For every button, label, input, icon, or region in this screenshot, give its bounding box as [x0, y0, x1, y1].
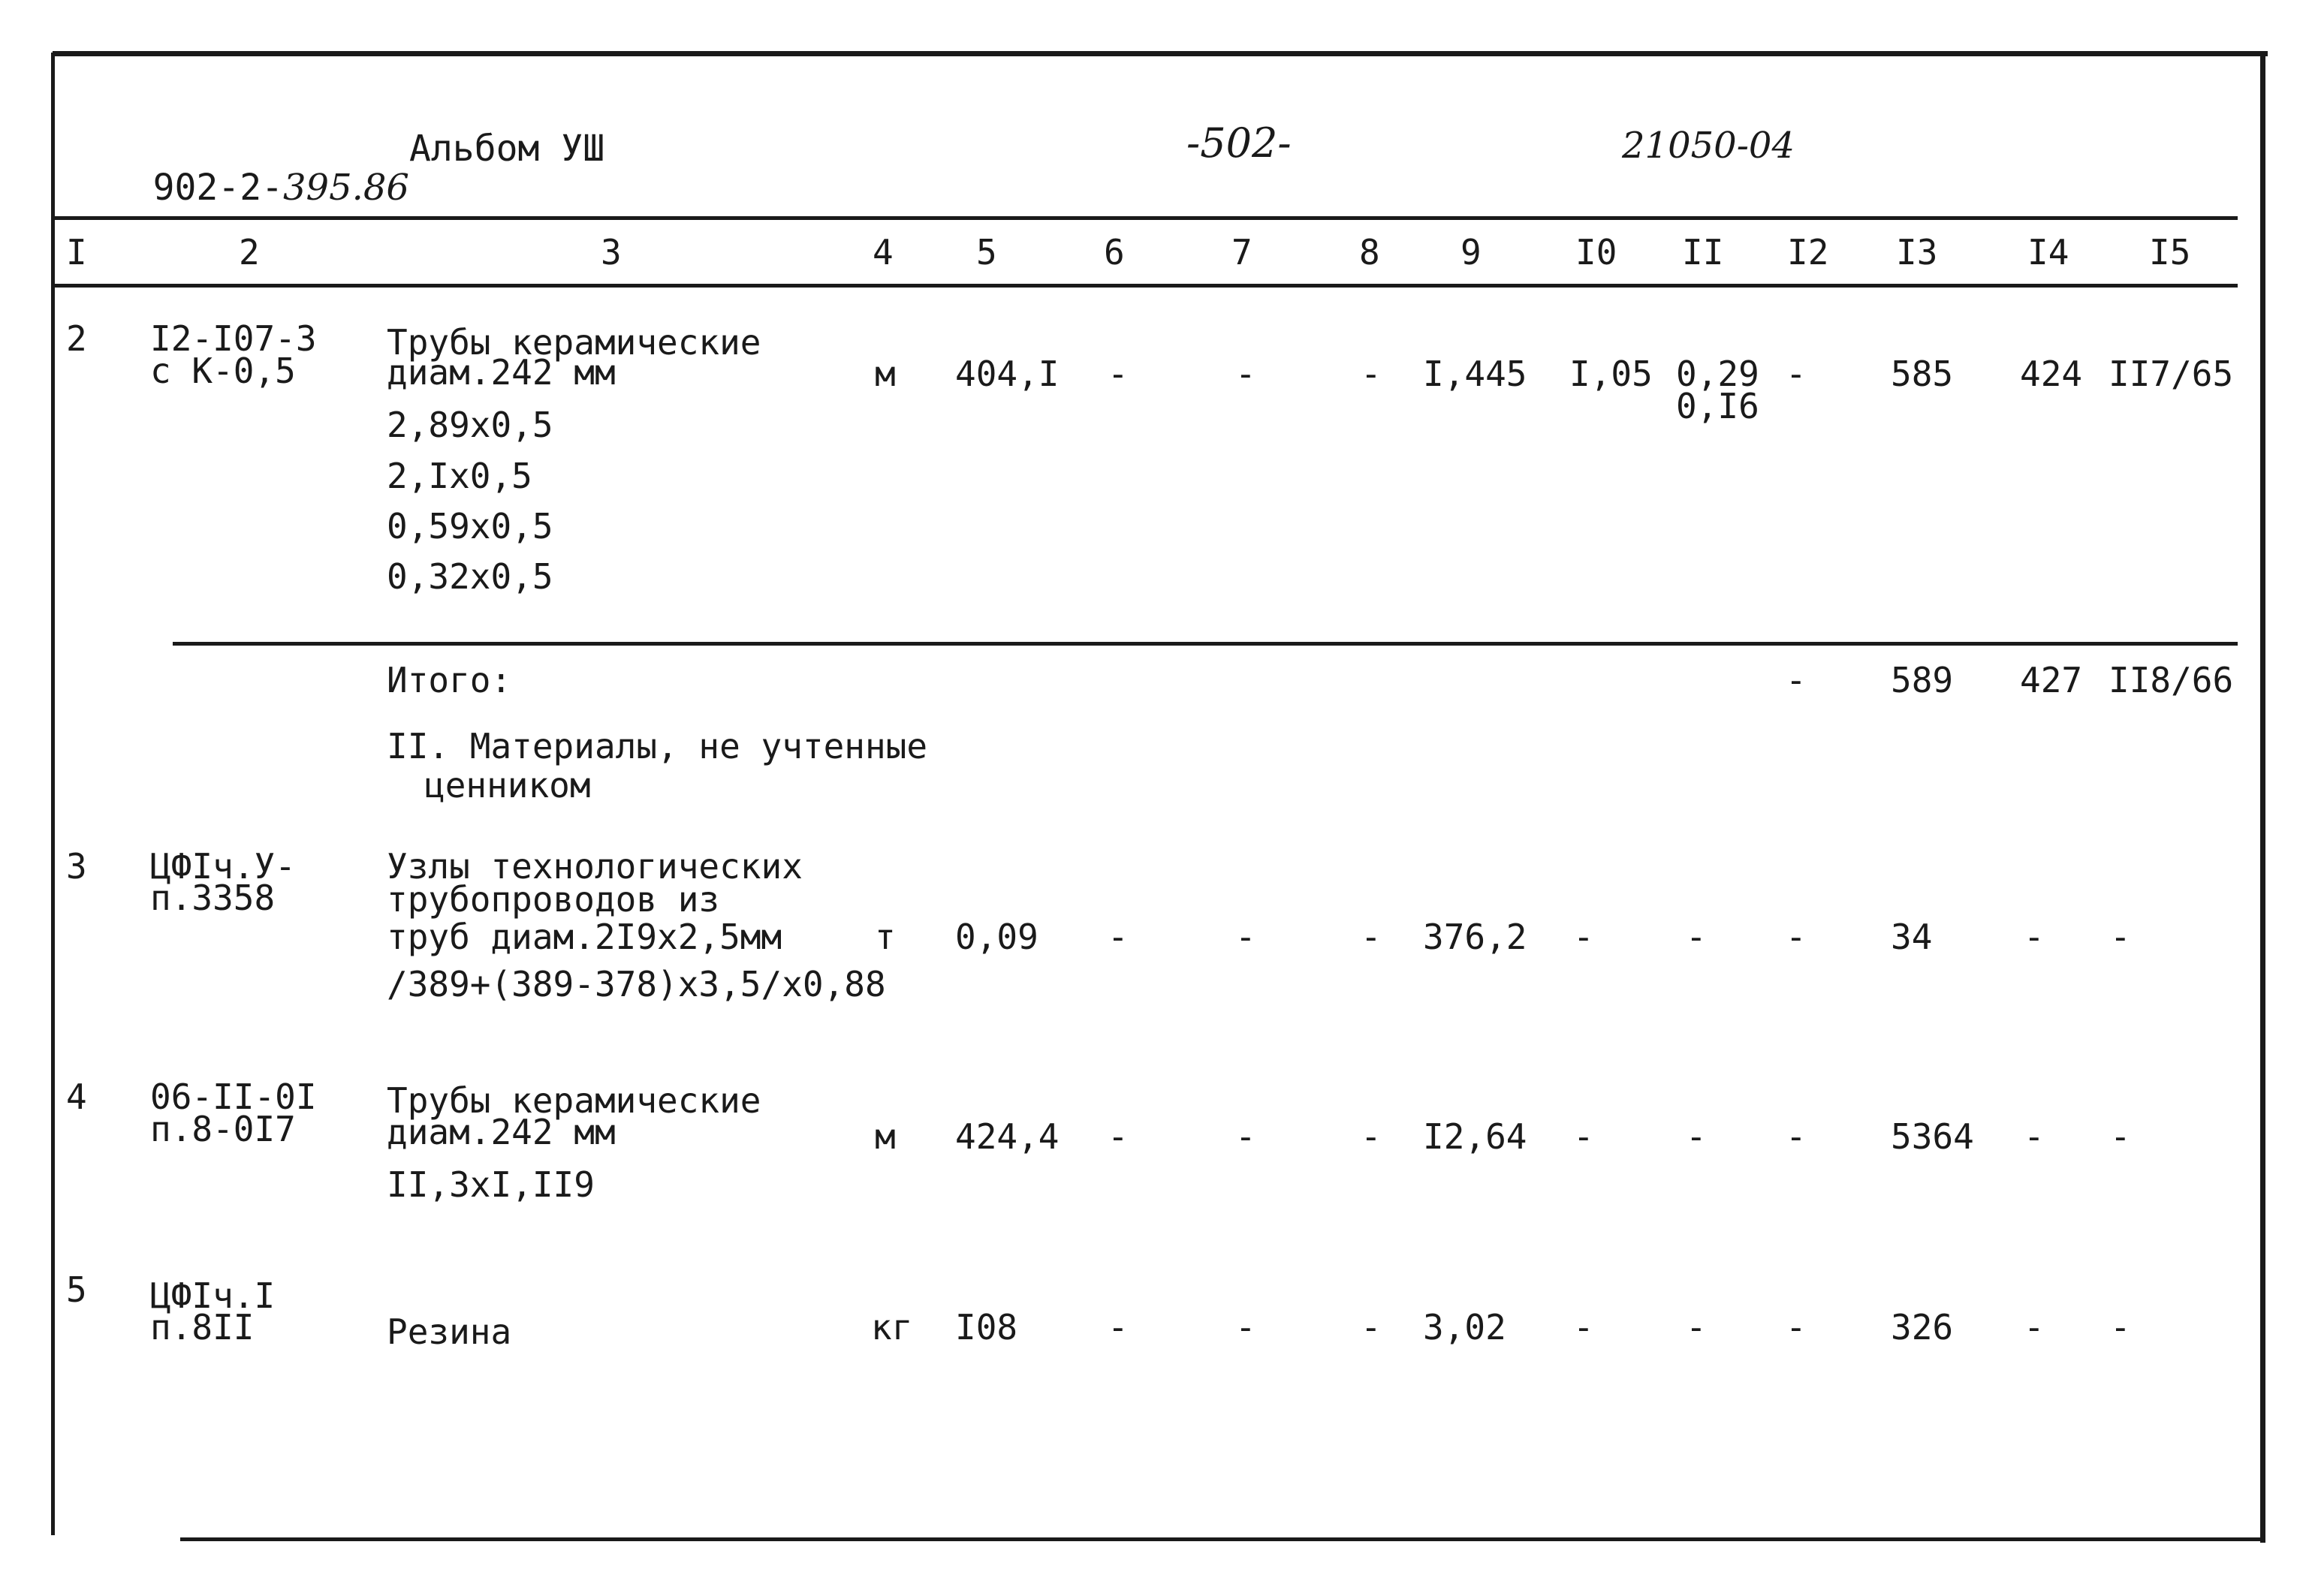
- cell-13: 5364: [1891, 1116, 1974, 1157]
- cell-13: 585: [1891, 354, 1954, 394]
- column-number: I4: [2027, 232, 2069, 273]
- cell-11: 0,29: [1676, 354, 1759, 394]
- cell-8: -: [1361, 1116, 1382, 1157]
- cell-15: -: [2110, 1116, 2131, 1157]
- column-number: I0: [1575, 232, 1617, 273]
- cell-8: -: [1361, 354, 1382, 394]
- cell-9: I2,64: [1423, 1116, 1527, 1157]
- cell-5: 404,I: [955, 354, 1060, 394]
- cell-9: 376,2: [1423, 917, 1527, 957]
- row-number: 5: [66, 1269, 87, 1310]
- row-name: Трубы керамические: [387, 322, 761, 363]
- frame-top: [53, 51, 2268, 56]
- row-note: II,3хI,II9: [387, 1164, 595, 1205]
- column-number: I: [66, 232, 87, 273]
- doc-code: 902-2-395.86: [152, 167, 409, 209]
- cell-12: -: [1786, 917, 1807, 957]
- row-name: труб диам.2I9х2,5мм: [387, 917, 782, 957]
- total-label: Итого:: [387, 660, 512, 700]
- cell-5: I08: [955, 1307, 1018, 1348]
- cell-10: -: [1573, 1307, 1594, 1348]
- cell-10: -: [1573, 1116, 1594, 1157]
- column-number: 8: [1359, 232, 1380, 273]
- cell-11b: 0,I6: [1676, 386, 1759, 426]
- row-note: 2,89х0,5: [387, 405, 553, 445]
- row-note: 0,32х0,5: [387, 556, 553, 597]
- frame-bottom: [180, 1537, 2265, 1541]
- cell-14: -: [2024, 1116, 2045, 1157]
- row-code: I2-I07-3: [150, 318, 317, 359]
- cell-12: -: [1786, 354, 1807, 394]
- section-line: II. Материалы, не учтенные: [387, 726, 928, 766]
- cell-8: -: [1361, 1307, 1382, 1348]
- cell-6: -: [1108, 1307, 1129, 1348]
- frame-left: [51, 53, 55, 1535]
- cell-6: -: [1108, 354, 1129, 394]
- row-number: 4: [66, 1077, 87, 1117]
- row-code: 06-II-0I: [150, 1077, 317, 1117]
- cell-5: 0,09: [955, 917, 1038, 957]
- cell-15: II8/66: [2109, 660, 2234, 700]
- cell-5: 424,4: [955, 1116, 1060, 1157]
- column-number: 6: [1104, 232, 1125, 273]
- row-code: п.8-0I7: [150, 1109, 296, 1149]
- column-number: 5: [976, 232, 997, 273]
- cell-14: -: [2024, 1307, 2045, 1348]
- cell-10: I,05: [1569, 354, 1653, 394]
- unit: кг: [871, 1307, 913, 1348]
- unit: т: [875, 917, 896, 957]
- row-number: 2: [66, 318, 87, 359]
- cell-14: -: [2024, 917, 2045, 957]
- page-number: -502-: [1186, 119, 1292, 167]
- row-name: Резина: [387, 1311, 512, 1352]
- cell-11: -: [1686, 917, 1707, 957]
- cell-11: -: [1686, 1116, 1707, 1157]
- column-number: I3: [1896, 232, 1938, 273]
- cell-10: -: [1573, 917, 1594, 957]
- row-code: ЦФIч.У-: [150, 846, 296, 887]
- unit: м: [875, 354, 896, 394]
- column-number: 3: [601, 232, 622, 273]
- column-number: 9: [1460, 232, 1482, 273]
- cell-13: 326: [1891, 1307, 1954, 1348]
- column-number: 4: [873, 232, 894, 273]
- cell-6: -: [1108, 1116, 1129, 1157]
- row-number: 3: [66, 846, 87, 887]
- cell-7: -: [1235, 1116, 1256, 1157]
- row-code: п.8II: [150, 1307, 255, 1348]
- cell-14: 427: [2020, 660, 2083, 700]
- cell-15: II7/65: [2109, 354, 2234, 394]
- cell-12: -: [1786, 660, 1807, 700]
- unit: м: [875, 1116, 896, 1157]
- cell-9: I,445: [1423, 354, 1527, 394]
- row-note: 0,59х0,5: [387, 506, 553, 547]
- column-number: 2: [239, 232, 260, 273]
- row-code: с К-0,5: [150, 351, 296, 391]
- column-number: II: [1682, 232, 1724, 273]
- cell-15: -: [2110, 917, 2131, 957]
- cell-6: -: [1108, 917, 1129, 957]
- cell-12: -: [1786, 1307, 1807, 1348]
- cell-7: -: [1235, 354, 1256, 394]
- column-number: I5: [2149, 232, 2191, 273]
- cell-13: 34: [1891, 917, 1933, 957]
- cell-7: -: [1235, 1307, 1256, 1348]
- album-label: Альбом УШ: [409, 128, 605, 170]
- row-name: /389+(389-378)х3,5/х0,88: [387, 964, 886, 1004]
- row-code: ЦФIч.I: [150, 1275, 276, 1316]
- row-note: 2,Iх0,5: [387, 456, 532, 496]
- column-number: I2: [1787, 232, 1829, 273]
- cell-11: -: [1686, 1307, 1707, 1348]
- row-name: Трубы керамические: [387, 1080, 761, 1121]
- header-rule-bottom: [54, 284, 2238, 288]
- document-number: 21050-04: [1622, 125, 1795, 167]
- cell-15: -: [2110, 1307, 2131, 1348]
- row-name: Узлы технологических: [387, 846, 803, 887]
- row-name: диам.242 мм: [387, 1112, 616, 1152]
- row-name: трубопроводов из: [387, 879, 720, 920]
- cell-13: 589: [1891, 660, 1954, 700]
- cell-14: 424: [2020, 354, 2083, 394]
- row-name: диам.242 мм: [387, 352, 616, 393]
- total-rule: [173, 642, 2238, 646]
- cell-12: -: [1786, 1116, 1807, 1157]
- section-line: ценником: [424, 765, 591, 806]
- row-code: п.3358: [150, 878, 276, 918]
- cell-8: -: [1361, 917, 1382, 957]
- frame-right: [2260, 53, 2265, 1543]
- cell-9: 3,02: [1423, 1307, 1506, 1348]
- cell-7: -: [1235, 917, 1256, 957]
- column-number: 7: [1231, 232, 1252, 273]
